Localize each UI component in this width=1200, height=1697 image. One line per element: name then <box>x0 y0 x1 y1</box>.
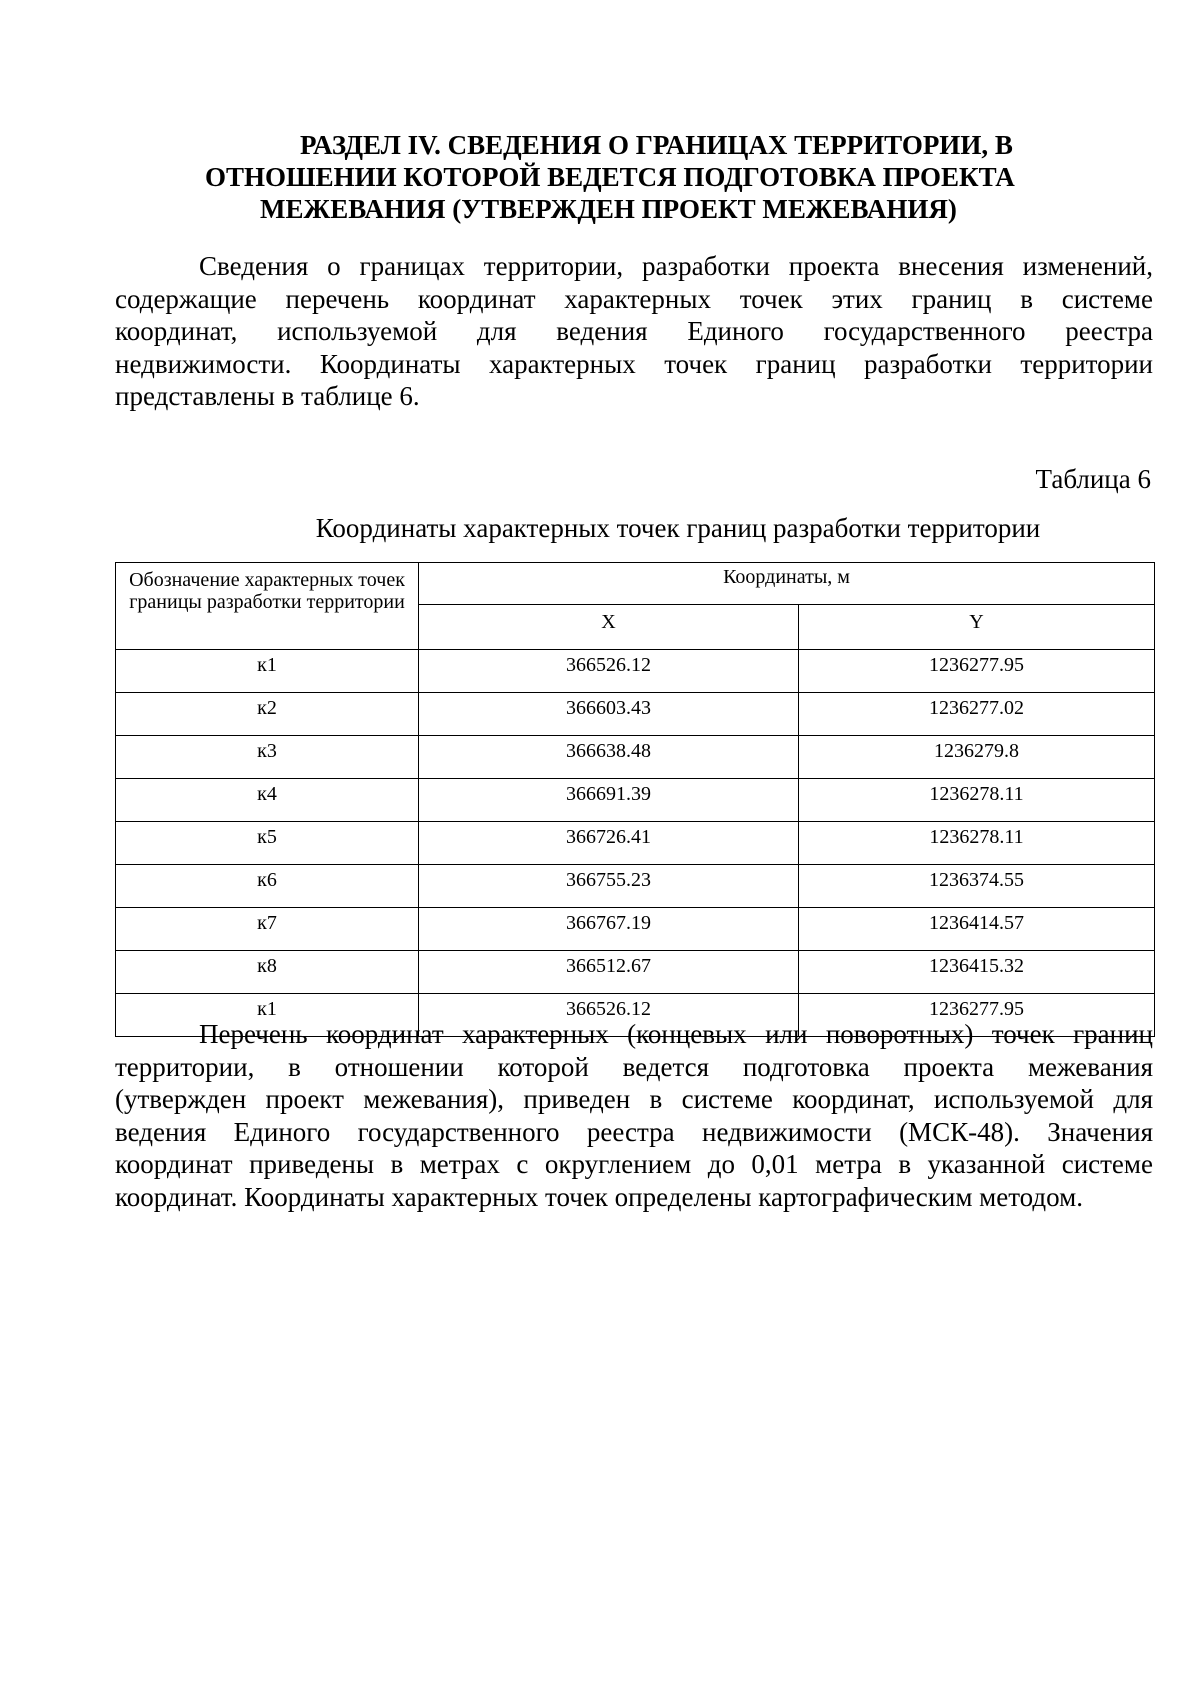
coordinates-table <box>115 562 1155 1037</box>
table-row <box>116 779 1155 822</box>
point-cell: к5 <box>116 822 419 865</box>
x-cell: 366691.39 <box>419 779 799 822</box>
point-cell: к7 <box>116 908 419 951</box>
x-cell: 366526.12 <box>419 650 799 693</box>
point-cell: к1 <box>116 994 419 1037</box>
section-heading-line: ОТНОШЕНИИ КОТОРОЙ ВЕДЕТСЯ ПОДГОТОВКА ПРОЕКТА <box>205 162 1015 192</box>
intro-paragraph-line: координат, используемой для ведения Единого государственного реестра <box>115 316 1153 346</box>
intro-paragraph-line: недвижимости. Координаты характерных точек границ разработки территории <box>115 348 1153 379</box>
x-column-header: X <box>419 605 799 650</box>
intro-paragraph-line: представлены в таблице 6. <box>115 381 420 411</box>
y-cell: 1236414.57 <box>799 908 1155 951</box>
intro-paragraph <box>115 250 1153 413</box>
table-row <box>116 951 1155 994</box>
table-header-row <box>116 563 1155 605</box>
section-heading-line: МЕЖЕВАНИЯ (УТВЕРЖДЕН ПРОЕКТ МЕЖЕВАНИЯ) <box>260 194 957 224</box>
y-cell: 1236415.32 <box>799 951 1155 994</box>
closing-paragraph-line: координат приведены в метрах с округлением до 0,01 метра в указанной системе <box>115 1149 1153 1179</box>
closing-paragraph-line: ведения Единого государственного реестра недвижимости (МСК-48). Значения <box>115 1116 1153 1147</box>
closing-paragraph-line: территории, в отношении которой ведется подготовка проекта межевания <box>115 1051 1153 1082</box>
y-cell: 1236279.8 <box>799 736 1155 779</box>
table-row <box>116 865 1155 908</box>
x-cell: 366526.12 <box>419 994 799 1037</box>
point-cell: к6 <box>116 865 419 908</box>
point-cell: к1 <box>116 650 419 693</box>
x-cell: 366726.41 <box>419 822 799 865</box>
x-cell: 366638.48 <box>419 736 799 779</box>
section-heading-line: РАЗДЕЛ IV. СВЕДЕНИЯ О ГРАНИЦАХ ТЕРРИТОРИИ, В <box>300 130 1013 160</box>
table-row <box>116 908 1155 951</box>
x-cell: 366755.23 <box>419 865 799 908</box>
point-cell: к3 <box>116 736 419 779</box>
x-cell: 366512.67 <box>419 951 799 994</box>
y-cell: 1236277.95 <box>799 994 1155 1037</box>
y-cell: 1236277.02 <box>799 693 1155 736</box>
table-row <box>116 736 1155 779</box>
point-cell: к4 <box>116 779 419 822</box>
table-row <box>116 693 1155 736</box>
closing-paragraph-line: (утвержден проект межевания), приведен в системе координат, используемой для <box>115 1084 1153 1114</box>
table-caption: Координаты характерных точек границ разработки территории <box>315 513 1041 543</box>
point-cell: к2 <box>116 693 419 736</box>
y-cell: 1236374.55 <box>799 865 1155 908</box>
point-cell: к8 <box>116 951 419 994</box>
coordinates-group-header: Координаты, м <box>419 563 1155 605</box>
x-cell: 366603.43 <box>419 693 799 736</box>
y-column-header: Y <box>799 605 1155 650</box>
y-cell: 1236278.11 <box>799 779 1155 822</box>
y-cell: 1236277.95 <box>799 650 1155 693</box>
closing-paragraph-line: координат. Координаты характерных точек определены картографическим методом. <box>115 1181 1083 1212</box>
y-cell: 1236278.11 <box>799 822 1155 865</box>
table-number: Таблица 6 <box>1035 464 1151 494</box>
closing-paragraph-line: Перечень координат характерных (концевых или поворотных) точек границ <box>199 1019 1153 1049</box>
closing-paragraph <box>115 1018 1153 1213</box>
section-heading <box>196 129 1076 225</box>
table-row <box>116 650 1155 693</box>
x-cell: 366767.19 <box>419 908 799 951</box>
table-row <box>116 822 1155 865</box>
table-body <box>116 650 1155 1037</box>
table-header <box>116 563 1155 650</box>
point-column-header: Обозначение характерных точек границы разработки территории <box>116 563 419 650</box>
intro-paragraph-line: содержащие перечень координат характерных точек этих границ в системе <box>115 283 1153 314</box>
intro-paragraph-line: Сведения о границах территории, разработки проекта внесения изменений, <box>199 251 1153 281</box>
